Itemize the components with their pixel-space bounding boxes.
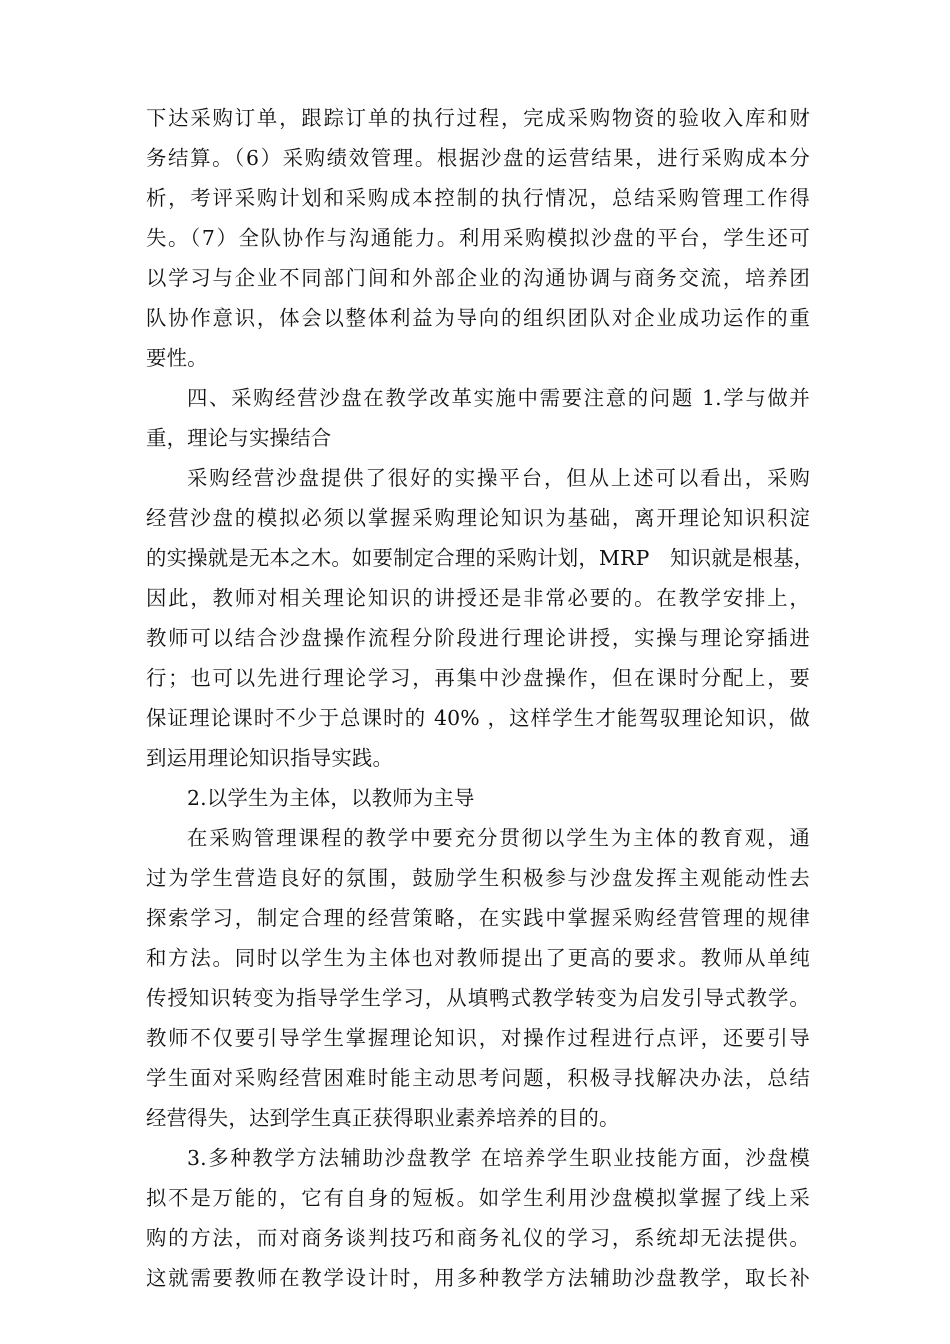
text-line: 采购经营沙盘提供了很好的实操平台，但从上述可以看出，采购 — [187, 466, 810, 490]
text-line: 和方法。同时以学生为主体也对教师提出了更高的要求。教师从单纯 — [146, 946, 810, 970]
text-line: 经营沙盘的模拟必须以掌握采购理论知识为基础，离开理论知识积淀 — [146, 506, 810, 530]
text-line: 队协作意识，体会以整体利益为导向的组织团队对企业成功运作的重 — [146, 306, 810, 330]
text-line: 3.多种教学方法辅助沙盘教学 在培养学生职业技能方面，沙盘模 — [187, 1146, 810, 1170]
text-line: 重，理论与实操结合 — [146, 426, 332, 450]
text-line: 行；也可以先进行理论学习，再集中沙盘操作，但在课时分配上，要 — [146, 666, 810, 690]
text-line: 探索学习，制定合理的经营策略，在实践中掌握采购经营管理的规律 — [146, 906, 810, 930]
text-line: 经营得失，达到学生真正获得职业素养培养的目的。 — [146, 1106, 620, 1130]
document-body — [146, 98, 815, 1298]
text-line: 过为学生营造良好的氛围，鼓励学生积极参与沙盘发挥主观能动性去 — [146, 866, 810, 890]
text-line: 要性。 — [146, 346, 208, 370]
text-line: 到运用理论知识指导实践。 — [146, 746, 394, 770]
text-line: 的实操就是无本之木。如要制定合理的采购计划，MRP 知识就是根基， — [146, 546, 815, 570]
text-line: 析，考评采购计划和采购成本控制的执行情况，总结采购管理工作得 — [146, 186, 810, 210]
text-line: 在采购管理课程的教学中要充分贯彻以学生为主体的教育观，通 — [187, 826, 810, 850]
text-line: 教师不仅要引导学生掌握理论知识，对操作过程进行点评，还要引导 — [146, 1026, 810, 1050]
text-line: 传授知识转变为指导学生学习，从填鸭式教学转变为启发引导式教学。 — [146, 986, 810, 1010]
text-line: 因此，教师对相关理论知识的讲授还是非常必要的。在教学安排上， — [146, 586, 810, 610]
text-line: 以学习与企业不同部门间和外部企业的沟通协调与商务交流，培养团 — [146, 266, 810, 290]
text-line: 学生面对采购经营困难时能主动思考问题，积极寻找解决办法，总结 — [146, 1066, 810, 1090]
text-line: 失。（7）全队协作与沟通能力。利用采购模拟沙盘的平台，学生还可 — [146, 226, 810, 250]
text-line: 四、采购经营沙盘在教学改革实施中需要注意的问题 1.学与做并 — [187, 386, 810, 410]
text-line: 下达采购订单，跟踪订单的执行过程，完成采购物资的验收入库和财 — [146, 106, 810, 130]
text-line: 教师可以结合沙盘操作流程分阶段进行理论讲授，实操与理论穿插进 — [146, 626, 810, 650]
text-line: 拟不是万能的，它有自身的短板。如学生利用沙盘模拟掌握了线上采 — [146, 1186, 810, 1210]
text-line: 保证理论课时不少于总课时的 40% ，这样学生才能驾驭理论知识，做 — [146, 706, 810, 730]
text-line: 务结算。（6）采购绩效管理。根据沙盘的运营结果，进行采购成本分 — [146, 146, 810, 170]
text-line: 2.以学生为主体，以教师为主导 — [187, 786, 475, 810]
text-line: 这就需要教师在教学设计时，用多种教学方法辅助沙盘教学，取长补 — [146, 1266, 810, 1290]
text-line: 购的方法，而对商务谈判技巧和商务礼仪的学习，系统却无法提供。 — [146, 1226, 810, 1250]
